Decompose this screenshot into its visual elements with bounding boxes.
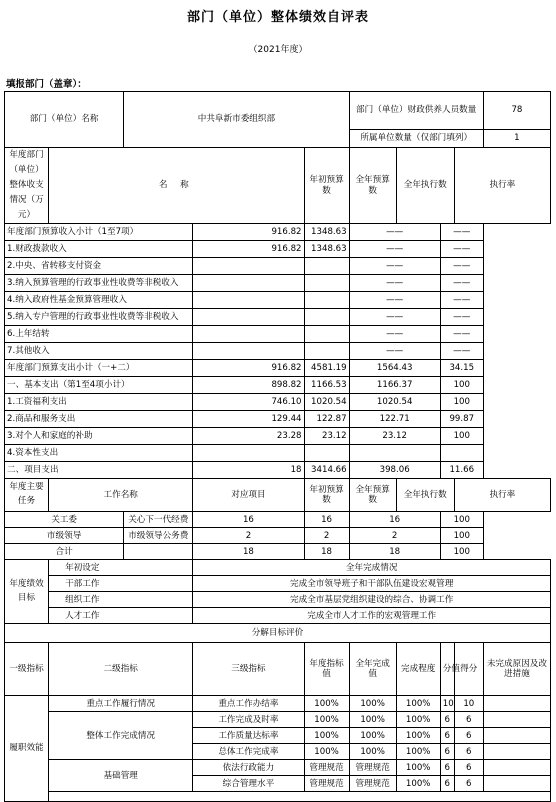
indicator-rows [5,696,551,802]
goal-rows [5,560,551,624]
task-row-rate: 100 [440,512,483,528]
indicator-row [5,712,551,728]
budget-row-name: 二、项目支出 [5,462,193,479]
budget-row [5,343,551,360]
page-title: 部门（单位）整体绩效自评表 [186,10,369,25]
indicator-target: 管理规范 [304,776,349,792]
budget-row-init [193,309,304,326]
budget-row [5,258,551,275]
budget-header-row [5,148,551,224]
indicator-title-row [5,624,551,643]
task-col-exec: 全年执行数 [396,479,454,512]
budget-row-exec: —— [349,292,440,309]
budget-col-full: 全年预算数 [349,148,396,224]
budget-row-exec: —— [349,224,440,241]
budget-row-full: 1020.54 [304,394,349,411]
budget-row-name: 1.财政拨款收入 [5,241,193,258]
budget-row-exec: 398.06 [349,462,440,479]
indicator-col-target: 年度指标值 [304,643,349,696]
indicator-degree: 100% [396,712,440,728]
budget-row-full: 1348.63 [304,241,349,258]
indicator-l3: 重点工作办结率 [193,696,304,712]
budget-row-init [193,258,304,275]
goal-row-desc: 完成全市基层党组织建设的综合、协调工作 [193,592,551,608]
indicator-col-l2: 二级指标 [49,643,193,696]
indicator-degree: 100% [396,776,440,792]
budget-row [5,462,551,479]
indicator-target: 100% [304,712,349,728]
budget-row-init [193,326,304,343]
indicator-reason [483,696,550,712]
budget-row-full [304,445,349,462]
task-row-item: 市级领导公务费 [124,528,193,544]
budget-col-name: 名 称 [49,148,304,224]
budget-col-exec: 全年执行数 [396,148,454,224]
budget-row-init: 18 [193,462,304,479]
goal-row [5,560,551,576]
task-header-row [5,479,551,512]
task-row-name: 市级领导 [5,528,124,544]
budget-row [5,309,551,326]
budget-row-full: 1166.53 [304,377,349,394]
indicator-reason [483,760,550,776]
budget-row-exec [349,445,440,462]
budget-row-full: 4581.19 [304,360,349,377]
budget-row-rate: 100 [440,428,483,445]
task-row-full: 16 [304,512,349,528]
budget-row-full [304,258,349,275]
indicator-done: 100% [349,728,396,744]
budget-row-init: 129.44 [193,411,304,428]
indicator-l3: 总体工作完成率 [193,744,304,760]
task-block [5,479,551,512]
goal-section-label: 年度绩效目标 [5,560,49,624]
indicator-section-title: 分解目标评价 [5,624,551,643]
task-col-rate: 执行率 [454,479,550,512]
budget-row-full [304,343,349,360]
goal-row [5,576,551,592]
budget-row-name: 一、基本支出（第1至4项小计） [5,377,193,394]
budget-row-rate: 100 [440,394,483,411]
task-col-init: 年初预算数 [304,479,349,512]
budget-row-init: 916.82 [193,360,304,377]
indicator-score: 10 [440,696,454,712]
indicator-got: 6 [454,712,483,728]
budget-row-init: 916.82 [193,224,304,241]
task-row-exec: 16 [349,512,440,528]
staff-count-value: 78 [483,92,550,130]
budget-row-full: 1348.63 [304,224,349,241]
budget-row [5,394,551,411]
task-rows [5,512,551,560]
indicator-got: 6 [454,728,483,744]
budget-row-exec: —— [349,258,440,275]
indicator-got: 6 [454,760,483,776]
indicator-header-row [5,643,551,696]
budget-row-name: 6.上年结转 [5,326,193,343]
budget-row-name: 7.其他收入 [5,343,193,360]
task-row-full: 2 [304,528,349,544]
budget-row-name: 1.工资福利支出 [5,394,193,411]
task-row [5,528,551,544]
task-row-rate: 100 [440,544,483,560]
budget-row [5,241,551,258]
task-row-item [124,544,193,560]
goal-row-name: 年初设定 [49,560,193,576]
task-section-label: 年度主要任务 [5,479,49,512]
header-row-1 [5,92,551,130]
budget-row-name: 年度部门预算收入小计（1至7项） [5,224,193,241]
budget-row-exec: —— [349,241,440,258]
task-row-init: 2 [193,528,304,544]
indicator-score: 6 [440,728,454,744]
indicator-l1-label: 履职效能 [5,696,49,802]
indicator-target: 100% [304,744,349,760]
staff-count-label: 部门（单位）财政供养人员数量 [349,92,483,130]
budget-row [5,360,551,377]
budget-row-exec: —— [349,309,440,326]
budget-row-exec: —— [349,343,440,360]
indicator-l2-label: 整体工作完成情况 [49,712,193,760]
indicator-l2-label: 重点工作履行情况 [49,696,193,712]
indicator-done: 管理规范 [349,776,396,792]
indicator-row [5,696,551,712]
budget-row-rate: —— [440,309,483,326]
goal-row-name: 干部工作 [49,576,193,592]
indicator-score: 6 [440,776,454,792]
budget-row-name: 4.资本性支出 [5,445,193,462]
indicator-got: 10 [454,696,483,712]
goal-row-desc: 完成全市人才工作的宏观管理工作 [193,608,551,624]
indicator-row-cutoff [5,792,551,802]
budget-row-full [304,326,349,343]
dept-name-label: 部门（单位）名称 [5,92,124,148]
budget-row-init [193,343,304,360]
budget-row [5,445,551,462]
indicator-got: 6 [454,744,483,760]
budget-row-exec: 1564.43 [349,360,440,377]
budget-row-full [304,309,349,326]
sub-unit-value: 1 [483,130,550,148]
indicator-done: 100% [349,712,396,728]
budget-row-full: 122.87 [304,411,349,428]
task-col-full: 全年预算数 [349,479,396,512]
filler-label: 填报部门（盖章）： [6,79,87,90]
task-col-item: 对应项目 [193,479,304,512]
budget-row-rate: —— [440,275,483,292]
task-row-rate: 100 [440,528,483,544]
budget-row-exec: 122.71 [349,411,440,428]
indicator-l3: 依法行政能力 [193,760,304,776]
indicator-col-score: 分值 [440,643,454,696]
indicator-done: 100% [349,696,396,712]
goal-row-name: 人才工作 [49,608,193,624]
task-row [5,512,551,528]
budget-row-full: 23.12 [304,428,349,445]
budget-row-rate: —— [440,343,483,360]
indicator-col-reason: 未完成原因及改进措施 [483,643,550,696]
goal-row-name: 组织工作 [49,592,193,608]
indicator-reason [483,776,550,792]
budget-row-rate: —— [440,241,483,258]
budget-row-full [304,275,349,292]
task-row-full: 18 [304,544,349,560]
budget-row [5,326,551,343]
budget-row-rate: 34.15 [440,360,483,377]
task-row-item: 关心下一代经费 [124,512,193,528]
budget-col-rate: 执行率 [454,148,550,224]
indicator-done: 管理规范 [349,760,396,776]
indicator-block [5,624,551,696]
budget-row-rate: —— [440,224,483,241]
indicator-col-l3: 三级指标 [193,643,304,696]
budget-row [5,292,551,309]
indicator-degree: 100% [396,760,440,776]
indicator-score: 6 [440,744,454,760]
budget-row-rate: 99.87 [440,411,483,428]
indicator-col-got: 得分 [454,643,483,696]
indicator-col-degree: 完成程度 [396,643,440,696]
task-row [5,544,551,560]
budget-row [5,224,551,241]
task-row-name: 关工委 [5,512,124,528]
indicator-target: 100% [304,728,349,744]
budget-rows [5,224,551,479]
budget-row-rate [440,445,483,462]
indicator-row [5,760,551,776]
report-year: （2021年度） [248,45,308,55]
task-row-init: 16 [193,512,304,528]
budget-row-rate: 100 [440,377,483,394]
budget-row-exec: 1020.54 [349,394,440,411]
budget-row [5,411,551,428]
budget-row [5,275,551,292]
evaluation-sheet [4,91,551,789]
indicator-l3: 工作质量达标率 [193,728,304,744]
budget-row-name: 年度部门预算支出小计（一+二） [5,360,193,377]
indicator-l3: 综合管理水平 [193,776,304,792]
task-col-name: 工作名称 [49,479,193,512]
budget-row [5,428,551,445]
goal-row-desc: 完成全市领导班子和干部队伍建设宏观管理 [193,576,551,592]
goal-row [5,608,551,624]
budget-row-init [193,445,304,462]
budget-row-name: 2.商品和服务支出 [5,411,193,428]
indicator-degree: 100% [396,728,440,744]
budget-section-label: 年度部门（单位）整体收支情况（万元） [5,148,49,224]
budget-row-full [304,292,349,309]
indicator-score: 6 [440,712,454,728]
budget-row-rate: —— [440,292,483,309]
budget-row-init [193,292,304,309]
evaluation-table [4,91,551,802]
goal-row [5,592,551,608]
indicator-l2-label: 基础管理 [49,760,193,792]
goal-row-desc: 全年完成情况 [193,560,551,576]
indicator-col-done: 全年完成值 [349,643,396,696]
indicator-reason [483,744,550,760]
task-row-name: 合计 [5,544,124,560]
indicator-target: 100% [304,696,349,712]
indicator-reason [483,712,550,728]
budget-row-rate: 11.66 [440,462,483,479]
budget-row-rate: —— [440,326,483,343]
budget-row-init: 746.10 [193,394,304,411]
indicator-score: 6 [440,760,454,776]
indicator-target: 管理规范 [304,760,349,776]
task-row-exec: 18 [349,544,440,560]
sub-unit-label: 所属单位数量（仅部门填列） [349,130,483,148]
budget-row-exec: —— [349,275,440,292]
indicator-l3: 工作完成及时率 [193,712,304,728]
budget-row-rate: —— [440,258,483,275]
budget-row-name: 4.纳入政府性基金预算管理收入 [5,292,193,309]
budget-row-name: 2.中央、省转移支付资金 [5,258,193,275]
task-row-init: 18 [193,544,304,560]
indicator-degree: 100% [396,744,440,760]
budget-col-init: 年初预算数 [304,148,349,224]
indicator-cutoff-cell [49,792,551,802]
budget-row-name: 3.纳入预算管理的行政事业性收费等非税收入 [5,275,193,292]
indicator-reason [483,728,550,744]
budget-row-full: 3414.66 [304,462,349,479]
budget-row-init: 898.82 [193,377,304,394]
budget-row-exec: 23.12 [349,428,440,445]
budget-row-name: 3.对个人和家庭的补助 [5,428,193,445]
indicator-got: 6 [454,776,483,792]
budget-row-init [193,275,304,292]
budget-row-init: 916.82 [193,241,304,258]
indicator-degree: 100% [396,696,440,712]
budget-row-init: 23.28 [193,428,304,445]
budget-row [5,377,551,394]
indicator-done: 100% [349,744,396,760]
budget-row-exec: —— [349,326,440,343]
budget-row-name: 5.纳入专户管理的行政事业性收费等非税收入 [5,309,193,326]
task-row-exec: 2 [349,528,440,544]
budget-row-exec: 1166.37 [349,377,440,394]
indicator-col-l1: 一级指标 [5,643,49,696]
dept-name-value: 中共阜新市委组织部 [124,92,349,148]
